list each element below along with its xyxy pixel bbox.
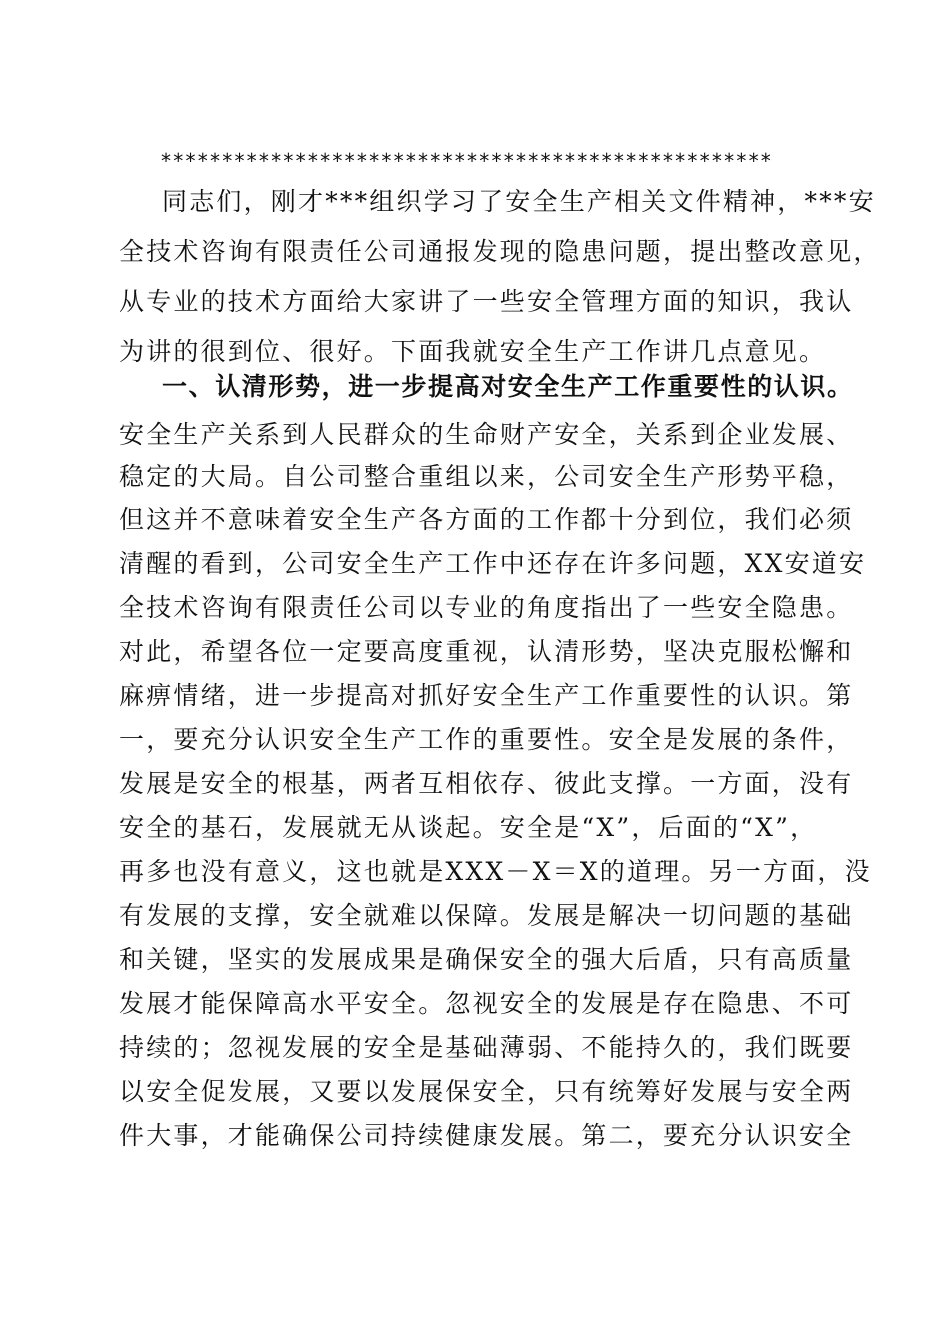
- body-line-6: 对此，希望各位一定要高度重视，认清形势，坚决克服松懈和: [119, 637, 854, 666]
- body-line-7: 麻痹情绪，进一步提高对抓好安全生产工作重要性的认识。第: [119, 681, 854, 710]
- body-line-13: 和关键，坚实的发展成果是确保安全的强大后盾，只有高质量: [119, 945, 854, 974]
- body-line-9: 发展是安全的根基，两者互相依存、彼此支撑。一方面，没有: [119, 769, 854, 798]
- intro-line-4: 为讲的很到位、很好。下面我就安全生产工作讲几点意见。: [119, 337, 827, 366]
- intro-line-1: 同志们，刚才***组织学习了安全生产相关文件精神，***安: [162, 187, 876, 216]
- section-heading-1: 一、认清形势，进一步提高对安全生产工作重要性的认识。: [162, 372, 854, 401]
- body-line-17: 件大事，才能确保公司持续健康发展。第二，要充分认识安全: [119, 1121, 854, 1150]
- intro-line-2: 全技术咨询有限责任公司通报发现的隐患问题，提出整改意见，: [119, 237, 881, 266]
- separator-line: **************************************************: [160, 149, 773, 173]
- body-line-16: 以安全促发展，又要以发展保安全，只有统筹好发展与安全两: [119, 1077, 854, 1106]
- body-line-10: 安全的基石，发展就无从谈起。安全是“X”，后面的“X”，: [119, 813, 818, 842]
- body-line-14: 发展才能保障高水平安全。忽视安全的发展是存在隐患、不可: [119, 989, 854, 1018]
- body-line-11: 再多也没有意义，这也就是XXX－X＝X的道理。另一方面，没: [119, 857, 872, 886]
- body-line-3: 但这并不意味着安全生产各方面的工作都十分到位，我们必须: [119, 505, 854, 534]
- intro-line-3: 从专业的技术方面给大家讲了一些安全管理方面的知识，我认: [119, 287, 854, 316]
- body-line-8: 一，要充分认识安全生产工作的重要性。安全是发展的条件，: [119, 725, 854, 754]
- body-line-1: 安全生产关系到人民群众的生命财产安全，关系到企业发展、: [119, 420, 854, 449]
- body-line-15: 持续的；忽视发展的安全是基础薄弱、不能持久的，我们既要: [119, 1033, 854, 1062]
- body-line-5: 全技术咨询有限责任公司以专业的角度指出了一些安全隐患。: [119, 593, 854, 622]
- body-line-4: 清醒的看到，公司安全生产工作中还存在许多问题，XX安道安: [119, 549, 867, 578]
- body-line-12: 有发展的支撑，安全就难以保障。发展是解决一切问题的基础: [119, 901, 854, 930]
- body-line-2: 稳定的大局。自公司整合重组以来，公司安全生产形势平稳，: [119, 462, 854, 491]
